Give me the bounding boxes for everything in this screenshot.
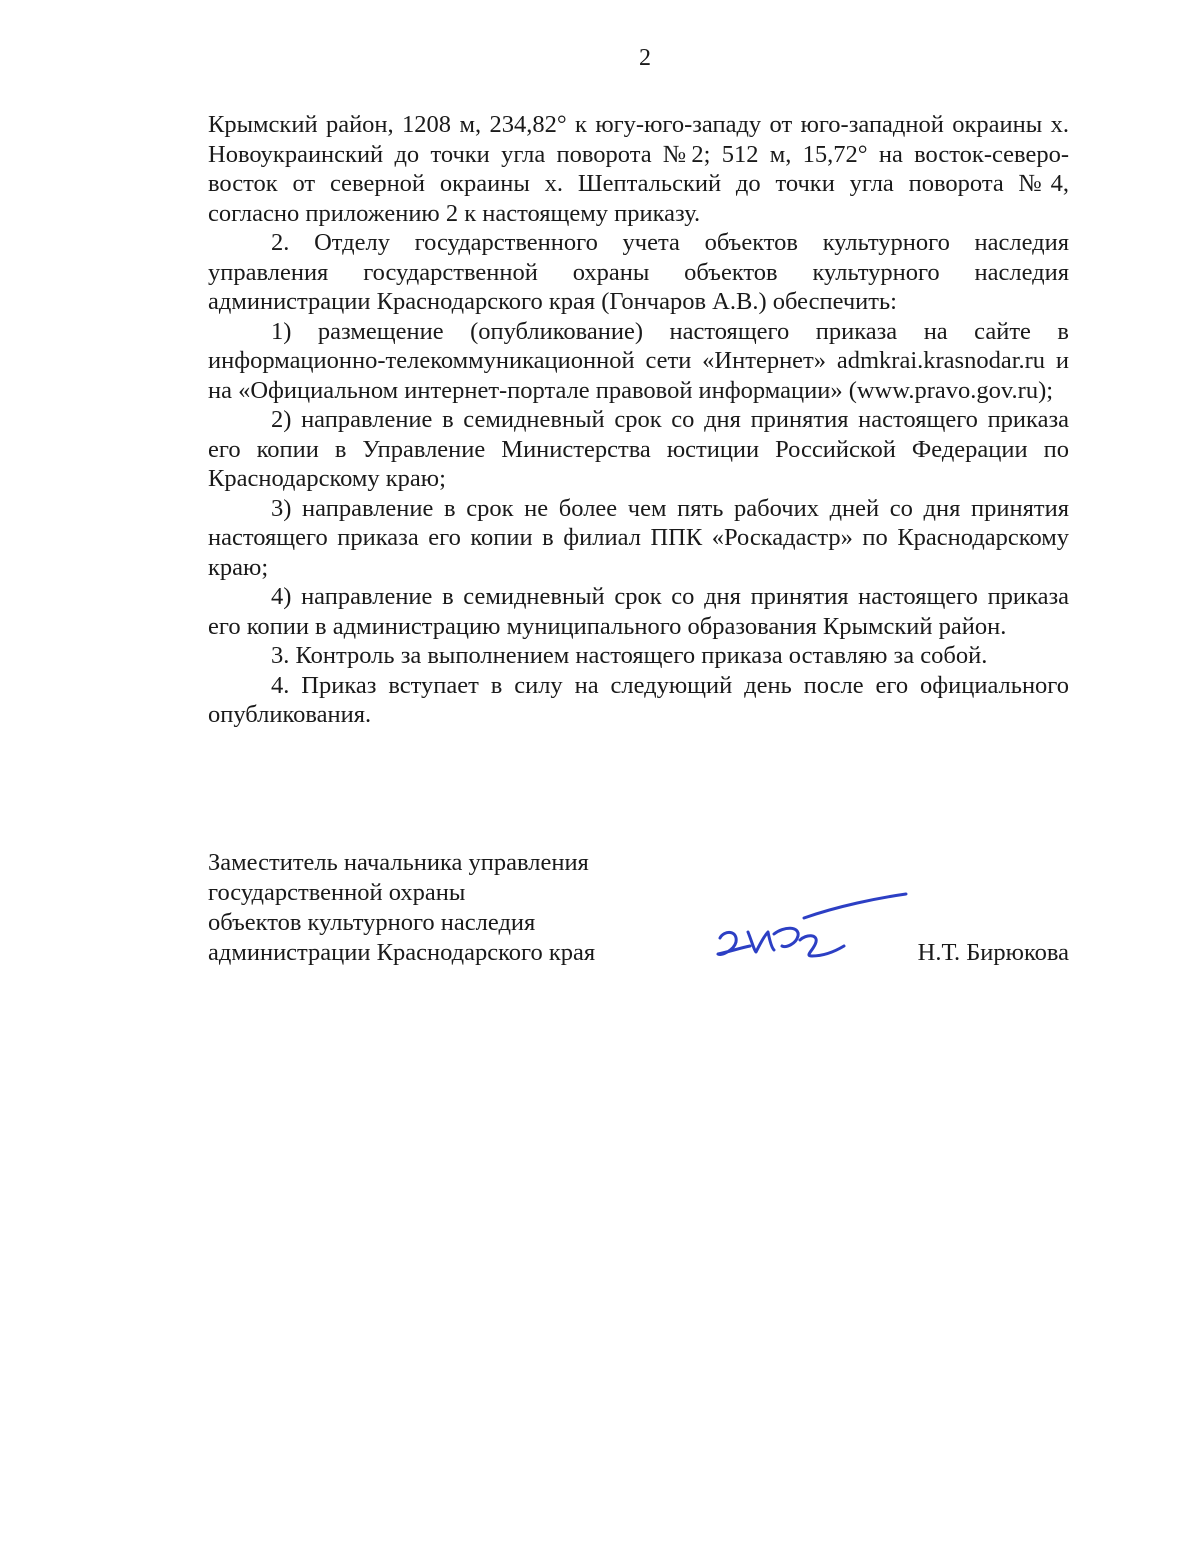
handwritten-signature bbox=[708, 886, 918, 976]
paragraph-item-2: 2. Отделу государственного учета объектов культурного наследия управления государственной охраны объектов культурного наследия администрации Краснодарского края (Гончаров А.В.) обеспечить: bbox=[208, 229, 1069, 315]
signature-strokes bbox=[718, 894, 906, 956]
paragraph-item-4: 4. Приказ вступает в силу на следующий день после его официального опубликования. bbox=[208, 671, 1069, 728]
paragraph-subitem-4: 4) направление в семидневный срок со дня принятия настоящего приказа его копии в администрацию муниципального образования Крымский район. bbox=[208, 583, 1069, 640]
signatory-title-line: государственной охраны bbox=[208, 879, 466, 906]
document-body bbox=[208, 110, 1069, 730]
paragraph-subitem-2: 2) направление в семидневный срок со дня принятия настоящего приказа его копии в Управление Министерства юстиции Российской Федерации по Краснодарскому краю; bbox=[208, 406, 1069, 492]
paragraph-continuation: Крымский район, 1208 м, 234,82° к югу-юго-западу от юго-западной окраины х. Новоукраинский до точки угла поворота №2; 512 м, 15,72° на восток-северо-восток от северной окраины х. Шептальский до точки угла поворота №4, согласно приложению 2 к настоящему приказу. bbox=[208, 111, 1069, 227]
paragraph-subitem-3: 3) направление в срок не более чем пять рабочих дней со дня принятия настоящего приказа его копии в филиал ППК «Роскадастр» по Краснодарскому краю; bbox=[208, 494, 1069, 581]
signatory-name: Н.Т. Бирюкова bbox=[917, 939, 1069, 966]
page-number: 2 bbox=[639, 45, 651, 71]
paragraph-item-3: 3. Контроль за выполнением настоящего приказа оставляю за собой. bbox=[271, 642, 988, 669]
signatory-title-line: администрации Краснодарского края bbox=[208, 939, 596, 966]
signatory-title-line: Заместитель начальника управления bbox=[208, 849, 589, 876]
paragraph-subitem-1: 1) размещение (опубликование) настоящего приказа на сайте в информационно-телекоммуникационной сети «Интернет» admkrai.krasnodar.ru и на «Официальном интернет-портале правовой информации» (www.pravo.gov.ru); bbox=[208, 317, 1069, 404]
signatory-title bbox=[208, 848, 595, 968]
signature-block bbox=[208, 848, 1069, 978]
signatory-title-line: объектов культурного наследия bbox=[208, 909, 536, 936]
